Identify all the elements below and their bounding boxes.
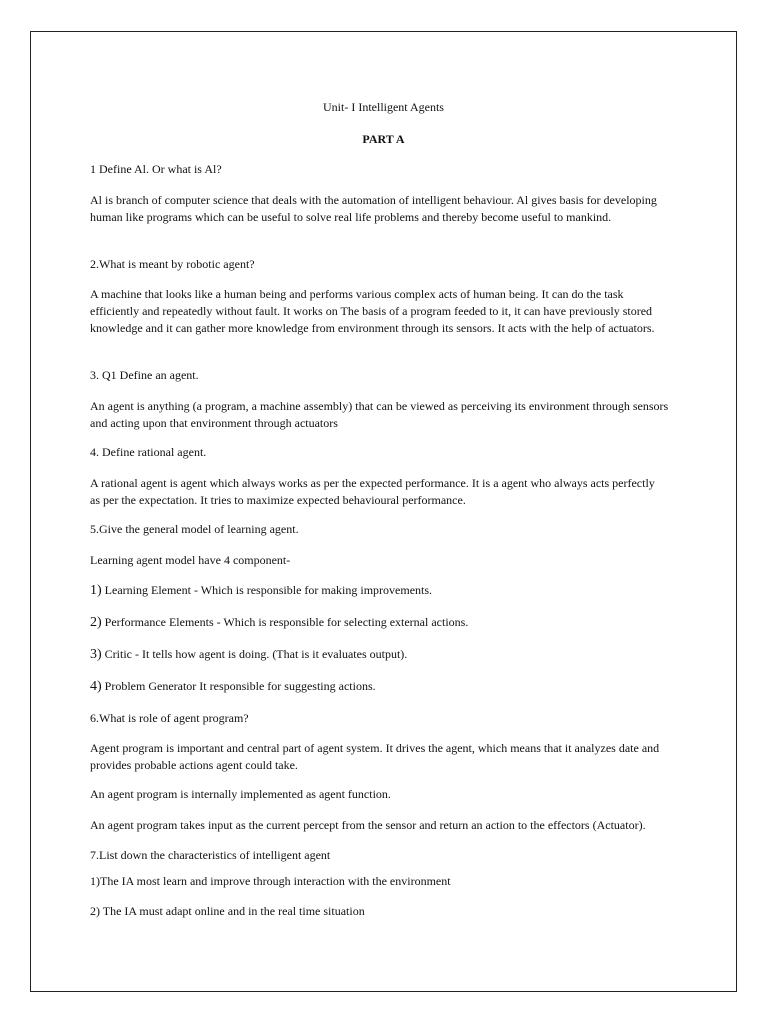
question-7: 7.List down the characteristics of intelligent agent <box>90 848 331 862</box>
list-item: 2) Performance Elements - Which is responsible for selecting external actions. <box>90 615 469 630</box>
part-heading: PART A <box>362 132 405 146</box>
characteristic-1: 1)The IA most learn and improve through interaction with the environment <box>90 874 451 888</box>
answer-5-intro: Learning agent model have 4 component- <box>90 553 291 567</box>
answer-2: A machine that looks like a human being and performs various complex acts of human being. It can do the task efficiently and repeatedly without fault. It works on The basis of a program feeded to it, it can have previously stored knowledge and it can gather more knowledge from environment through its sensors. It acts with the help of actuators. <box>90 287 655 335</box>
document-page <box>30 31 737 992</box>
document-title: Unit- I Intelligent Agents <box>323 100 444 114</box>
question-2: 2.What is meant by robotic agent? <box>90 257 255 271</box>
question-4: 4. Define rational agent. <box>90 445 207 459</box>
answer-6-para-1: Agent program is important and central part of agent system. It drives the agent, which means that it analyzes date and provides probable actions agent could take. <box>90 741 660 772</box>
answer-6-para-2: An agent program is internally implemented as agent function. <box>90 787 391 801</box>
answer-6-para-3: An agent program takes input as the current percept from the sensor and return an action to the effectors (Actuator). <box>90 818 646 832</box>
characteristic-2: 2) The IA must adapt online and in the real time situation <box>90 904 365 918</box>
question-1: 1 Define Al. Or what is Al? <box>90 162 222 176</box>
list-item: 1) Learning Element - Which is responsible for making improvements. <box>90 583 433 598</box>
question-3: 3. Q1 Define an agent. <box>90 368 199 382</box>
list-item: 3) Critic - It tells how agent is doing. (That is it evaluates output). <box>90 647 408 662</box>
question-6: 6.What is role of agent program? <box>90 711 249 725</box>
answer-1: Al is branch of computer science that deals with the automation of intelligent behaviour. Al gives basis for developing human like programs which can be useful to solve real life problems and thereby become useful to mankind. <box>90 193 657 224</box>
question-5: 5.Give the general model of learning agent. <box>90 522 299 536</box>
answer-3: An agent is anything (a program, a machine assembly) that can be viewed as perceiving its environment through sensors and acting upon that environment through actuators <box>90 399 669 430</box>
list-item: 4) Problem Generator It responsible for suggesting actions. <box>90 679 376 694</box>
answer-4: A rational agent is agent which always works as per the expected performance. It is a agent who always acts perfectly as per the expectation. It tries to maximize expected behavioural performance. <box>90 476 655 507</box>
